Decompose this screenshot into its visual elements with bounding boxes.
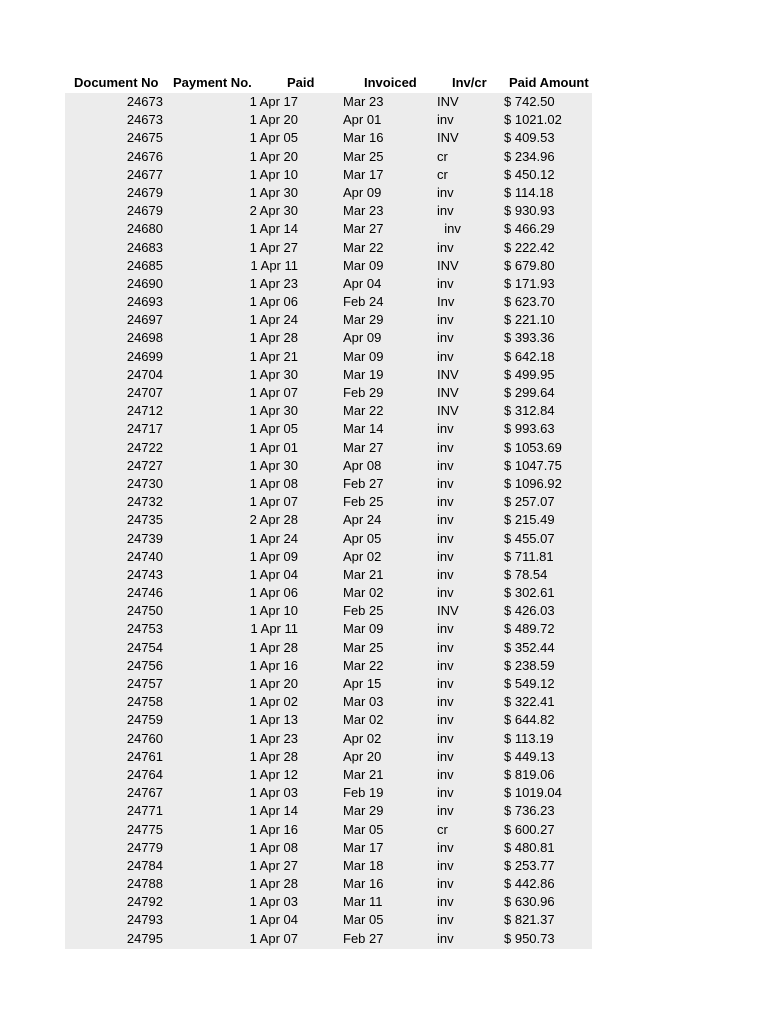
table-row [0,930,768,948]
cell-invoiced[interactable]: Mar 09 [343,348,384,364]
table-row [0,93,768,111]
cell-payment-paid[interactable]: 1 Apr 16 [249,657,298,673]
table-row [0,475,768,493]
table-row [0,439,768,457]
cell-inv-cr[interactable]: inv [437,203,454,219]
cell-document-no[interactable]: 24761 [126,748,163,764]
cell-inv-cr[interactable]: inv [437,239,454,255]
header-inv-cr[interactable]: Inv/cr [452,75,487,90]
cell-invoiced[interactable]: Apr 02 [343,730,382,746]
cell-inv-cr[interactable]: inv [437,275,454,291]
cell-inv-cr[interactable]: INV [437,94,459,109]
cell-invoiced[interactable]: Mar 03 [343,694,384,710]
cell-inv-cr[interactable]: inv [437,766,454,782]
table-row [0,311,768,329]
cell-inv-cr[interactable]: INV [437,403,459,419]
cell-paid-amount[interactable]: $ 322.41 [504,694,555,710]
cell-document-no[interactable]: 24760 [126,730,163,746]
cell-document-no[interactable]: 24699 [126,348,163,364]
cell-paid-amount[interactable]: $ 1096.92 [504,475,562,491]
cell-invoiced[interactable]: Apr 20 [343,748,382,764]
table-row [0,620,768,638]
header-document-no[interactable]: Document No [74,75,159,90]
cell-payment-paid[interactable]: 1 Apr 23 [249,275,298,291]
cell-inv-cr[interactable]: INV [437,366,459,382]
cell-inv-cr[interactable]: INV [437,130,459,146]
cell-inv-cr[interactable]: inv [437,639,454,655]
cell-inv-cr[interactable]: inv [437,494,454,510]
cell-document-no[interactable]: 24675 [126,130,163,146]
cell-document-no[interactable]: 24756 [126,657,163,673]
cell-inv-cr[interactable]: inv [437,785,454,801]
table-row [0,893,768,911]
cell-payment-paid[interactable]: 1 Apr 11 [250,621,298,637]
cell-payment-paid[interactable]: 1 Apr 10 [249,603,298,619]
cell-inv-cr[interactable]: cr [437,821,448,837]
cell-document-no[interactable]: 24732 [126,494,163,510]
cell-invoiced[interactable]: Mar 05 [343,821,384,837]
cell-document-no[interactable]: 24677 [126,166,163,182]
cell-paid-amount[interactable]: $ 1019.04 [504,785,562,801]
cell-inv-cr[interactable]: inv [437,439,454,455]
cell-inv-cr[interactable]: inv [437,512,454,528]
cell-paid-amount[interactable]: $ 821.37 [504,912,555,928]
cell-paid-amount[interactable]: $ 819.06 [504,766,555,782]
cell-inv-cr[interactable]: cr [437,166,448,182]
table-row [0,530,768,548]
cell-paid-amount[interactable]: $ 736.23 [504,803,555,819]
cell-document-no[interactable]: 24685 [126,257,163,273]
table-row [0,784,768,802]
cell-document-no[interactable]: 24690 [126,275,163,291]
cell-payment-paid[interactable]: 1 Apr 04 [249,912,298,928]
cell-paid-amount[interactable]: $ 993.63 [504,421,555,437]
cell-paid-amount[interactable]: $ 78.54 [504,566,548,582]
table-row [0,839,768,857]
cell-document-no[interactable]: 24793 [126,912,163,928]
cell-paid-amount[interactable]: $ 455.07 [504,530,555,546]
cell-inv-cr[interactable]: INV [437,603,459,619]
cell-invoiced[interactable]: Apr 09 [343,184,382,200]
table-row [0,675,768,693]
table-row [0,148,768,166]
cell-paid-amount[interactable]: $ 113.19 [504,730,554,746]
cell-invoiced[interactable]: Apr 09 [343,330,382,346]
cell-paid-amount[interactable]: $ 238.59 [504,657,555,673]
table-body [0,93,768,948]
cell-payment-paid[interactable]: 1 Apr 09 [249,548,298,564]
cell-payment-paid[interactable]: 1 Apr 11 [250,257,298,273]
table-row [0,511,768,529]
table-header-row [0,74,768,92]
cell-payment-paid[interactable]: 1 Apr 07 [249,385,298,400]
table-row [0,129,768,147]
cell-document-no[interactable]: 24754 [126,639,163,655]
cell-invoiced[interactable]: Apr 04 [343,275,382,291]
header-payment-no[interactable]: Payment No. [173,75,252,90]
cell-inv-cr[interactable]: inv [437,457,454,473]
cell-inv-cr[interactable]: INV [437,385,459,400]
cell-document-no[interactable]: 24784 [126,857,163,873]
table-row [0,257,768,275]
table-row [0,457,768,475]
cell-inv-cr[interactable]: inv [437,912,454,928]
cell-payment-paid[interactable]: 1 Apr 07 [249,494,298,510]
cell-payment-paid[interactable]: 1 Apr 28 [249,639,298,655]
cell-document-no[interactable]: 24795 [126,930,163,946]
cell-payment-paid[interactable]: 1 Apr 03 [249,894,298,910]
table-row [0,711,768,729]
cell-paid-amount[interactable]: $ 1047.75 [504,457,562,473]
cell-document-no[interactable]: 24753 [126,621,163,637]
cell-payment-paid[interactable]: 1 Apr 02 [249,694,298,710]
cell-document-no[interactable]: 24712 [126,403,163,419]
cell-paid-amount[interactable]: $ 600.27 [504,821,555,837]
cell-document-no[interactable]: 24676 [126,148,163,164]
cell-inv-cr[interactable]: inv [437,475,454,491]
cell-invoiced[interactable]: Mar 23 [343,94,384,109]
cell-paid-amount[interactable]: $ 257.07 [504,494,555,510]
cell-inv-cr[interactable]: cr [437,148,448,164]
cell-document-no[interactable]: 24730 [126,475,163,491]
cell-document-no[interactable]: 24759 [126,712,163,728]
cell-payment-paid[interactable]: 1 Apr 04 [249,566,298,582]
cell-payment-paid[interactable]: 1 Apr 24 [249,530,298,546]
cell-invoiced[interactable]: Mar 22 [343,657,384,673]
cell-document-no[interactable]: 24679 [126,203,163,219]
cell-invoiced[interactable]: Mar 16 [343,130,384,146]
cell-invoiced[interactable]: Mar 21 [343,766,384,782]
cell-paid-amount[interactable]: $ 950.73 [504,930,555,946]
cell-document-no[interactable]: 24673 [126,112,163,128]
cell-document-no[interactable]: 24739 [126,530,163,546]
cell-paid-amount[interactable]: $ 549.12 [504,676,555,691]
table-row [0,275,768,293]
cell-invoiced[interactable]: Feb 24 [343,294,384,310]
table-row [0,184,768,202]
table-row [0,766,768,784]
cell-inv-cr[interactable]: inv [437,566,454,582]
cell-payment-paid[interactable]: 1 Apr 08 [249,475,298,491]
cell-document-no[interactable]: 24740 [126,548,163,564]
table-row [0,402,768,420]
cell-invoiced[interactable]: Feb 29 [343,385,384,400]
cell-invoiced[interactable]: Mar 27 [343,221,384,237]
cell-document-no[interactable]: 24764 [126,766,163,782]
cell-invoiced[interactable]: Mar 17 [343,839,384,855]
cell-invoiced[interactable]: Mar 25 [343,148,384,164]
cell-paid-amount[interactable]: $ 466.29 [504,221,555,237]
cell-invoiced[interactable]: Feb 27 [343,475,384,491]
cell-invoiced[interactable]: Feb 25 [343,494,384,510]
cell-inv-cr[interactable]: inv [437,112,454,128]
table-row [0,493,768,511]
cell-inv-cr[interactable]: inv [437,748,454,764]
cell-document-no[interactable]: 24750 [126,603,163,619]
cell-payment-paid[interactable]: 1 Apr 14 [249,803,298,819]
cell-paid-amount[interactable]: $ 234.96 [504,148,555,164]
cell-document-no[interactable]: 24679 [126,184,163,200]
cell-paid-amount[interactable]: $ 114.18 [504,184,554,200]
cell-invoiced[interactable]: Mar 16 [343,876,384,892]
cell-invoiced[interactable]: Apr 01 [343,112,382,128]
cell-document-no[interactable]: 24743 [126,566,163,582]
cell-invoiced[interactable]: Mar 29 [343,803,384,819]
cell-payment-paid[interactable]: 1 Apr 07 [249,930,298,946]
cell-payment-paid[interactable]: 1 Apr 13 [249,712,298,728]
cell-document-no[interactable]: 24757 [126,676,163,691]
cell-invoiced[interactable]: Mar 19 [343,366,384,382]
cell-paid-amount[interactable]: $ 742.50 [504,94,555,109]
cell-document-no[interactable]: 24722 [126,439,163,455]
cell-document-no[interactable]: 24683 [126,239,163,255]
cell-paid-amount[interactable]: $ 711.81 [504,548,554,564]
cell-invoiced[interactable]: Feb 27 [343,930,384,946]
cell-inv-cr[interactable]: inv [437,585,454,601]
cell-payment-paid[interactable]: 1 Apr 14 [249,221,298,237]
cell-invoiced[interactable]: Mar 18 [343,857,384,873]
cell-document-no[interactable]: 24746 [126,585,163,601]
table-row [0,693,768,711]
table-row [0,566,768,584]
cell-payment-paid[interactable]: 1 Apr 01 [249,439,298,455]
table-row [0,548,768,566]
cell-inv-cr[interactable]: inv [437,894,454,910]
cell-document-no[interactable]: 24707 [126,385,163,400]
cell-inv-cr[interactable]: inv [437,712,454,728]
cell-invoiced[interactable]: Apr 02 [343,548,382,564]
table-row [0,802,768,820]
table-row [0,730,768,748]
cell-paid-amount[interactable]: $ 352.44 [504,639,555,655]
cell-paid-amount[interactable]: $ 312.84 [504,403,555,419]
cell-invoiced[interactable]: Mar 29 [343,312,384,328]
cell-invoiced[interactable]: Feb 25 [343,603,384,619]
cell-payment-paid[interactable]: 1 Apr 30 [249,184,298,200]
table-row [0,911,768,929]
cell-payment-paid[interactable]: 1 Apr 06 [249,294,298,310]
table-row [0,329,768,347]
cell-document-no[interactable]: 24775 [126,821,163,837]
table-row [0,366,768,384]
cell-payment-paid[interactable]: 2 Apr 28 [249,512,298,528]
cell-invoiced[interactable]: Mar 02 [343,585,384,601]
cell-payment-paid[interactable]: 1 Apr 17 [249,94,298,109]
cell-invoiced[interactable]: Mar 14 [343,421,384,437]
table-row [0,875,768,893]
cell-paid-amount[interactable]: $ 489.72 [504,621,555,637]
cell-document-no[interactable]: 24698 [126,330,163,346]
cell-document-no[interactable]: 24673 [126,94,163,109]
header-paid[interactable]: Paid [287,75,315,90]
cell-inv-cr[interactable]: Inv [437,294,455,310]
cell-document-no[interactable]: 24758 [126,694,163,710]
cell-paid-amount[interactable]: $ 499.95 [504,366,555,382]
cell-document-no[interactable]: 24788 [126,876,163,892]
table-row [0,821,768,839]
cell-inv-cr[interactable]: inv [437,530,454,546]
cell-invoiced[interactable]: Mar 21 [343,566,384,582]
cell-invoiced[interactable]: Mar 09 [343,621,384,637]
cell-payment-paid[interactable]: 1 Apr 20 [249,676,298,691]
cell-paid-amount[interactable]: $ 642.18 [504,348,555,364]
cell-payment-paid[interactable]: 1 Apr 08 [249,839,298,855]
cell-invoiced[interactable]: Mar 02 [343,712,384,728]
cell-inv-cr[interactable]: inv [437,803,454,819]
cell-inv-cr[interactable]: inv [437,876,454,892]
cell-invoiced[interactable]: Mar 23 [343,203,384,219]
cell-inv-cr[interactable]: inv [437,730,454,746]
cell-document-no[interactable]: 24792 [126,894,163,910]
cell-payment-paid[interactable]: 1 Apr 21 [249,348,298,364]
cell-document-no[interactable]: 24697 [126,312,163,328]
cell-payment-paid[interactable]: 1 Apr 30 [249,366,298,382]
cell-inv-cr[interactable]: INV [437,257,459,273]
cell-paid-amount[interactable]: $ 449.13 [504,748,555,764]
table-row [0,348,768,366]
table-row [0,384,768,402]
cell-paid-amount[interactable]: $ 409.53 [504,130,555,146]
cell-inv-cr[interactable]: inv [437,421,454,437]
table-row [0,748,768,766]
cell-invoiced[interactable]: Mar 27 [343,439,384,455]
cell-document-no[interactable]: 24704 [126,366,163,382]
cell-inv-cr[interactable]: inv [437,330,454,346]
table-row [0,220,768,238]
cell-payment-paid[interactable]: 1 Apr 05 [249,421,298,437]
table-row [0,420,768,438]
cell-paid-amount[interactable]: $ 1053.69 [504,439,562,455]
cell-invoiced[interactable]: Apr 24 [343,512,382,528]
cell-payment-paid[interactable]: 1 Apr 28 [249,748,298,764]
cell-payment-paid[interactable]: 1 Apr 27 [249,239,298,255]
cell-paid-amount[interactable]: $ 630.96 [504,894,555,910]
cell-document-no[interactable]: 24735 [126,512,163,528]
cell-paid-amount[interactable]: $ 426.03 [504,603,555,619]
cell-paid-amount[interactable]: $ 623.70 [504,294,555,310]
table-row [0,584,768,602]
cell-invoiced[interactable]: Mar 22 [343,239,384,255]
cell-paid-amount[interactable]: $ 644.82 [504,712,555,728]
cell-paid-amount[interactable]: $ 299.64 [504,385,555,400]
cell-payment-paid[interactable]: 1 Apr 28 [249,876,298,892]
table-row [0,657,768,675]
cell-invoiced[interactable]: Mar 05 [343,912,384,928]
cell-paid-amount[interactable]: $ 302.61 [504,585,555,601]
table-row [0,111,768,129]
cell-payment-paid[interactable]: 2 Apr 30 [249,203,298,219]
cell-invoiced[interactable]: Mar 22 [343,403,384,419]
cell-payment-paid[interactable]: 1 Apr 30 [249,403,298,419]
cell-paid-amount[interactable]: $ 221.10 [504,312,555,328]
cell-paid-amount[interactable]: $ 450.12 [504,166,555,182]
cell-payment-paid[interactable]: 1 Apr 10 [249,166,298,182]
table-row [0,166,768,184]
cell-inv-cr[interactable]: inv [437,312,454,328]
cell-document-no[interactable]: 24727 [126,457,163,473]
cell-inv-cr[interactable]: inv [437,930,454,946]
cell-payment-paid[interactable]: 1 Apr 03 [249,785,298,801]
table-row [0,293,768,311]
cell-paid-amount[interactable]: $ 171.93 [504,275,555,291]
cell-paid-amount[interactable]: $ 215.49 [504,512,555,528]
cell-invoiced[interactable]: Mar 11 [343,894,383,910]
cell-payment-paid[interactable]: 1 Apr 16 [249,821,298,837]
cell-inv-cr[interactable]: inv [437,694,454,710]
cell-inv-cr[interactable]: inv [437,657,454,673]
cell-document-no[interactable]: 24717 [126,421,163,437]
cell-inv-cr[interactable]: inv [437,676,454,691]
cell-payment-paid[interactable]: 1 Apr 28 [249,330,298,346]
cell-paid-amount[interactable]: $ 222.42 [504,239,555,255]
cell-paid-amount[interactable]: $ 253.77 [504,857,555,873]
cell-document-no[interactable]: 24767 [126,785,163,801]
header-invoiced[interactable]: Invoiced [364,75,417,90]
cell-document-no[interactable]: 24779 [126,839,163,855]
cell-payment-paid[interactable]: 1 Apr 12 [249,766,298,782]
cell-payment-paid[interactable]: 1 Apr 06 [249,585,298,601]
table-row [0,639,768,657]
cell-invoiced[interactable]: Mar 09 [343,257,384,273]
cell-inv-cr[interactable]: inv [437,621,454,637]
cell-payment-paid[interactable]: 1 Apr 30 [249,457,298,473]
cell-invoiced[interactable]: Apr 05 [343,530,382,546]
cell-paid-amount[interactable]: $ 442.86 [504,876,555,892]
cell-payment-paid[interactable]: 1 Apr 05 [249,130,298,146]
cell-paid-amount[interactable]: $ 393.36 [504,330,555,346]
cell-document-no[interactable]: 24693 [126,294,163,310]
cell-payment-paid[interactable]: 1 Apr 24 [249,312,298,328]
cell-payment-paid[interactable]: 1 Apr 23 [249,730,298,746]
cell-inv-cr[interactable]: inv [437,548,454,564]
cell-paid-amount[interactable]: $ 480.81 [504,839,555,855]
table-row [0,857,768,875]
table-row [0,239,768,257]
cell-inv-cr[interactable]: inv [437,857,454,873]
cell-inv-cr[interactable]: inv [437,184,454,200]
header-paid-amount[interactable]: Paid Amount [509,75,589,90]
cell-document-no[interactable]: 24771 [126,803,163,819]
cell-invoiced[interactable]: Apr 08 [343,457,382,473]
cell-invoiced[interactable]: Mar 25 [343,639,384,655]
cell-inv-cr[interactable]: inv [437,839,454,855]
cell-payment-paid[interactable]: 1 Apr 20 [249,148,298,164]
cell-invoiced[interactable]: Feb 19 [343,785,384,801]
cell-inv-cr[interactable]: inv [437,221,461,237]
cell-paid-amount[interactable]: $ 930.93 [504,203,555,219]
table-row [0,202,768,220]
cell-invoiced[interactable]: Mar 17 [343,166,384,182]
cell-payment-paid[interactable]: 1 Apr 20 [249,112,298,128]
cell-document-no[interactable]: 24680 [126,221,163,237]
cell-paid-amount[interactable]: $ 679.80 [504,257,555,273]
cell-invoiced[interactable]: Apr 15 [343,676,382,691]
cell-payment-paid[interactable]: 1 Apr 27 [249,857,298,873]
cell-paid-amount[interactable]: $ 1021.02 [504,112,562,128]
table-row [0,602,768,620]
cell-inv-cr[interactable]: inv [437,348,454,364]
